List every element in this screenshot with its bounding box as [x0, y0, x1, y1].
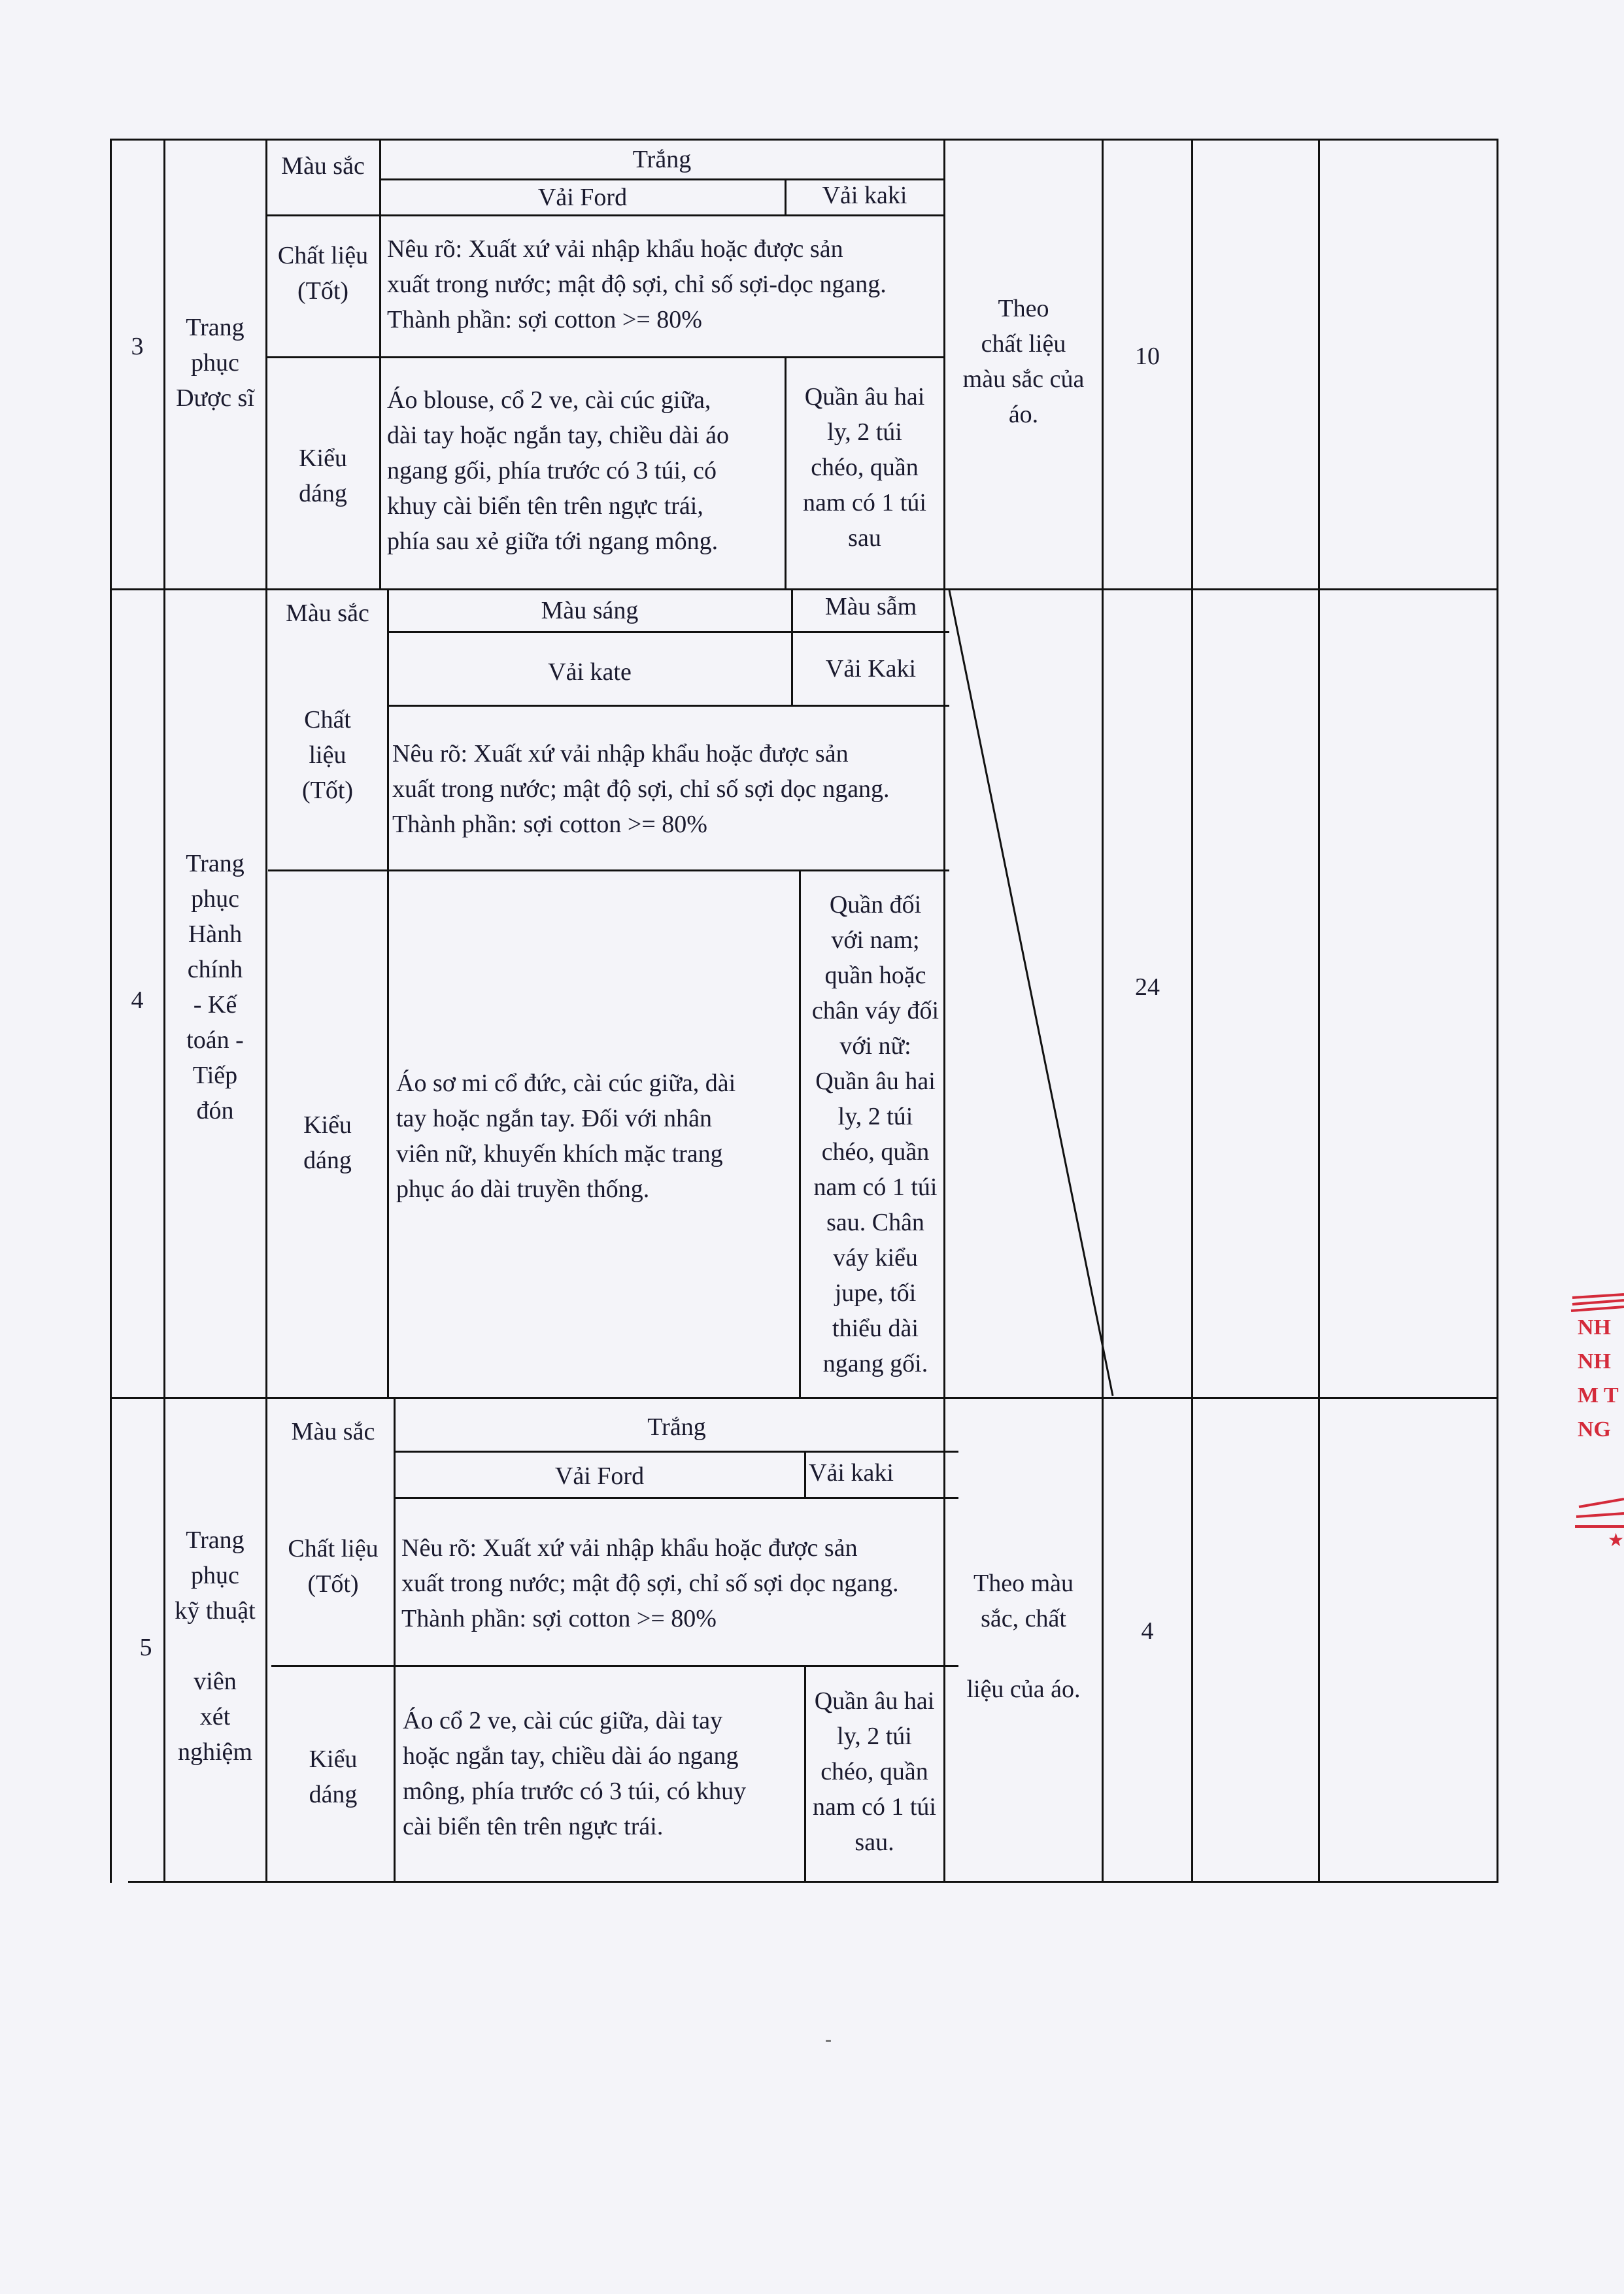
- row4-material-divider: [268, 869, 949, 871]
- row5-fabric-shirt: Vải Ford: [554, 1462, 645, 1490]
- row3-material-desc: Nêu rõ: Xuất xứ vải nhập khẩu hoặc được sản xuất trong nước; mật độ sợi, chỉ số sợi-dọc ngang. Thành phần: sợi cotton >= 80%: [387, 235, 887, 333]
- row5-name: Trang phục kỹ thuật viên xét nghiệm: [175, 1526, 256, 1766]
- row4-quantity: 24: [1135, 973, 1160, 1001]
- row3-material-divider: [265, 356, 943, 358]
- row4-style-shirt: Áo sơ mi cổ đức, cài cúc giữa, dài tay hoặc ngắn tay. Đối với nhân viên nữ, khuyến khích mặc trang phục áo dài truyền thống.: [396, 1069, 736, 1203]
- row3-stt: 3: [131, 333, 144, 360]
- row4-stt: 4: [131, 987, 144, 1014]
- row4-label-divider: [387, 588, 389, 1398]
- row3-name: Trang phục Dược sĩ: [176, 314, 254, 412]
- row3-style-shirt: Áo blouse, cổ 2 ve, cài cúc giữa, dài tay hoặc ngắn tay, chiều dài áo ngang gối, phía trước có 3 túi, có khuy cài biển tên trên ngực trái, phía sau xẻ giữa tới ngang mông.: [387, 386, 729, 555]
- column-divider-8: [1191, 139, 1193, 1883]
- row3-color-value: Trắng: [632, 146, 692, 173]
- row4-color-label: Màu sắc: [286, 599, 369, 627]
- seal-stamp-fragment: [1566, 1291, 1624, 1566]
- row5-fabric-pants: Vải kaki: [809, 1459, 894, 1487]
- row3-style-pants: Quần âu hai ly, 2 túi chéo, quần nam có 1 túi sau: [803, 383, 926, 552]
- row4-color-pants: Màu sẫm: [824, 593, 917, 620]
- row4-material-desc: Nêu rõ: Xuất xứ vải nhập khẩu hoặc được sản xuất trong nước; mật độ sợi, chỉ số sợi dọc ngang. Thành phần: sợi cotton >= 80%: [392, 740, 890, 838]
- row5-style-pants: Quần âu hai ly, 2 túi chéo, quần nam có 1 túi sau.: [813, 1687, 936, 1856]
- row3-color-label: Màu sắc: [281, 152, 365, 180]
- row5-material-desc: Nêu rõ: Xuất xứ vải nhập khẩu hoặc được sản xuất trong nước; mật độ sợi, chỉ số sợi dọc ngang. Thành phần: sợi cotton >= 80%: [401, 1534, 899, 1632]
- row5-color-divider: [394, 1451, 958, 1453]
- row4-fabric-shirt: Vải kate: [548, 658, 632, 686]
- row4-name: Trang phục Hành chính - Kế toán - Tiếp đón: [186, 850, 245, 1124]
- row3-style-label: Kiểu dáng: [299, 444, 347, 507]
- table-right-border: [1497, 139, 1498, 1883]
- row4-style-pants: Quần đối với nam; quần hoặc chân váy đối với nữ: Quần âu hai ly, 2 túi chéo, quần nam có 1 túi sau. Chân váy kiểu jupe, tối thiểu dài ngang gối.: [811, 891, 939, 1377]
- row4-style-label: Kiểu dáng: [303, 1111, 352, 1174]
- row5-pants-color: Theo màu sắc, chất liệu của áo.: [966, 1569, 1081, 1703]
- row3-pants-color: Theo chất liệu màu sắc của áo.: [962, 294, 1085, 428]
- footer-mark: -: [825, 2029, 832, 2050]
- row3-fabric-pants: Vải kaki: [822, 182, 907, 209]
- row4-diagonal-slash: [941, 585, 1118, 1402]
- row4-material-label: Chất liệu (Tốt): [301, 706, 354, 804]
- row4-fabric-pants: Vải Kaki: [825, 655, 917, 683]
- row5-fabric-divider: [394, 1497, 958, 1499]
- row5-style-label: Kiểu dáng: [309, 1745, 358, 1808]
- row4-color-shirt: Màu sáng: [541, 597, 639, 624]
- row3-material-label: Chất liệu (Tốt): [277, 241, 369, 305]
- row5-color-value: Trắng: [647, 1413, 706, 1441]
- table-bottom-border: [128, 1881, 1498, 1883]
- row5-quantity: 4: [1141, 1617, 1154, 1645]
- seal-text: NH NH M T NG: [1578, 1315, 1619, 1442]
- row4-fabric-divider: [387, 705, 949, 707]
- row3-fabric-shirt: Vải Ford: [537, 184, 628, 211]
- table-top-border: [110, 139, 1498, 141]
- row3-quantity: 10: [1135, 343, 1160, 370]
- column-divider-9: [1318, 139, 1320, 1883]
- svg-text:★: ★: [1608, 1529, 1624, 1551]
- row4-color-divider: [387, 631, 949, 633]
- row5-material-divider: [271, 1665, 958, 1667]
- row5-stt: 5: [139, 1634, 152, 1661]
- row5-style-shirt: Áo cổ 2 ve, cài cúc giữa, dài tay hoặc ngắn tay, chiều dài áo ngang mông, phía trước có 3 túi, có khuy cài biển tên trên ngực trái.: [403, 1706, 747, 1840]
- row4-bottom-border: [110, 1397, 1498, 1399]
- row5-material-label: Chất liệu (Tốt): [288, 1534, 379, 1598]
- name-divider: [265, 139, 267, 1883]
- row5-color-label: Màu sắc: [291, 1418, 375, 1445]
